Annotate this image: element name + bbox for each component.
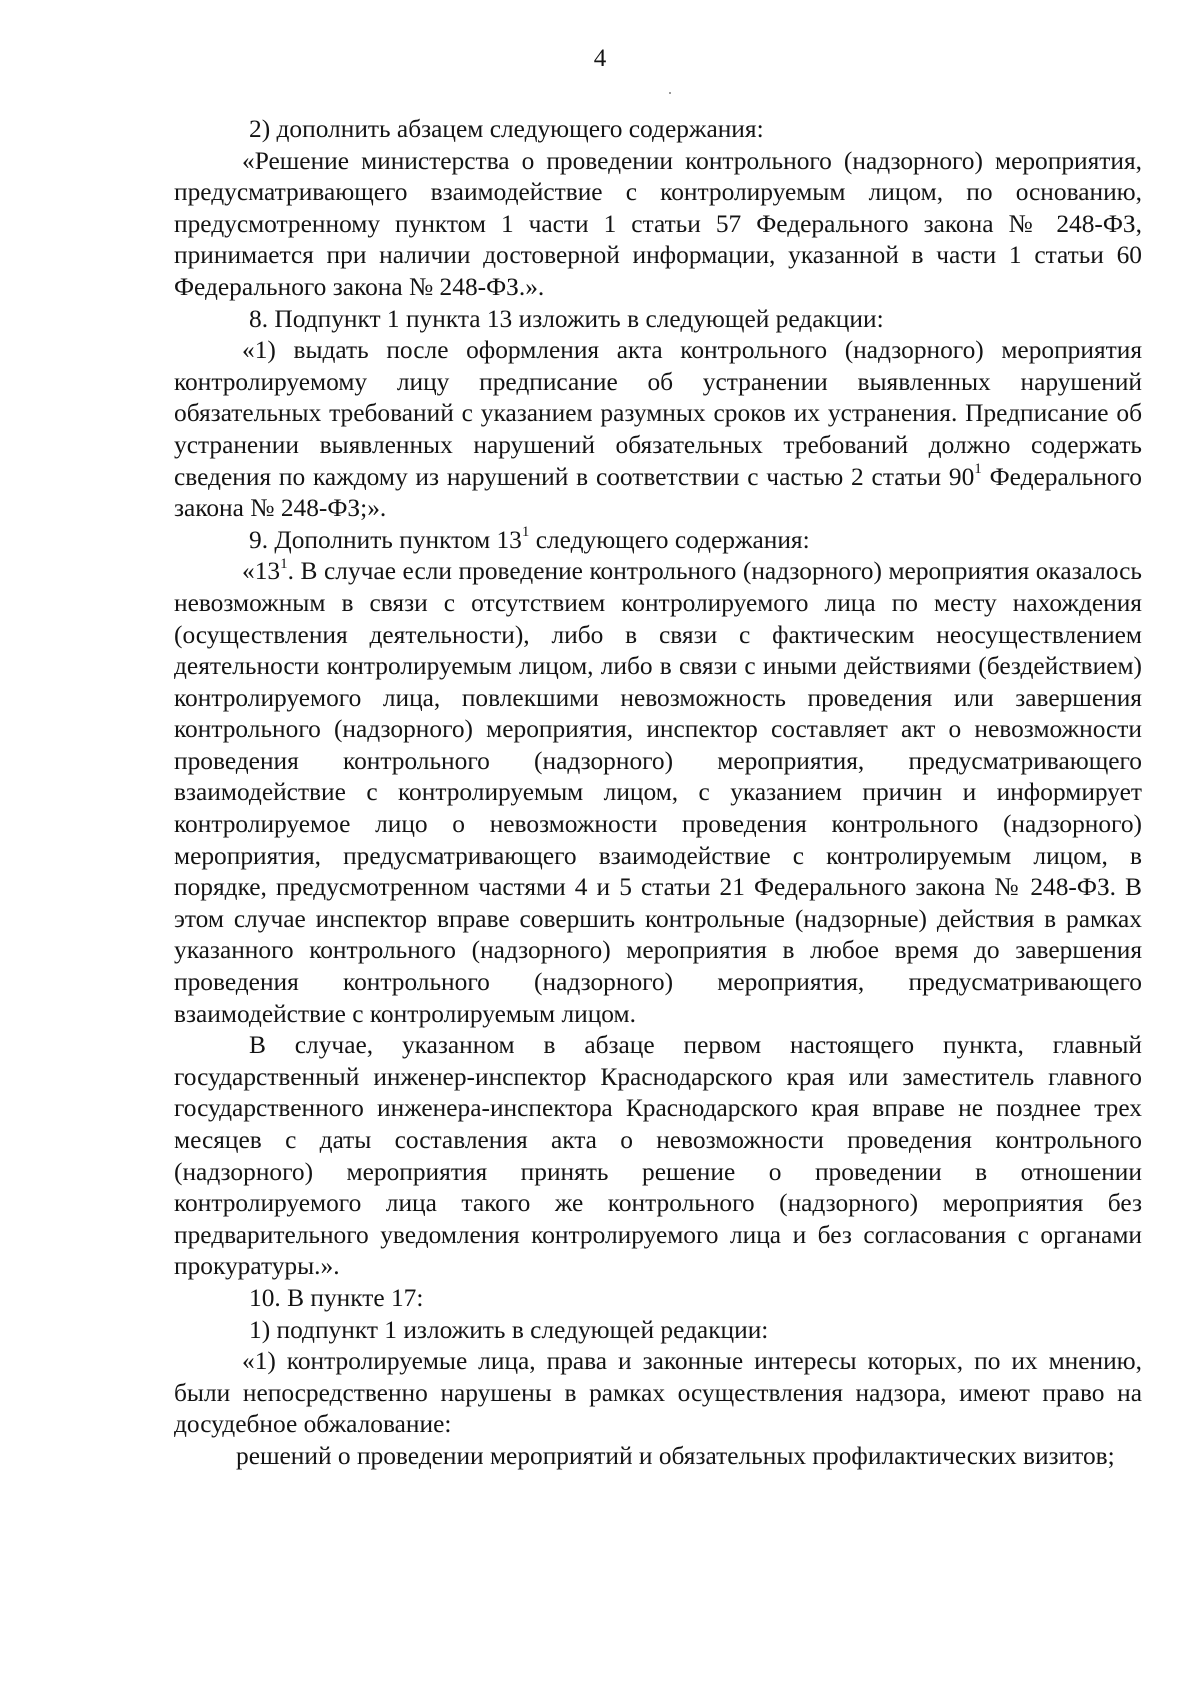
paragraph-item-9-text: 9. Дополнить пунктом 13 <box>249 525 522 554</box>
paragraph-point-13-1-lead: «13 <box>242 557 281 586</box>
paragraph-item-10: 10. В пункте 17: <box>249 1283 424 1312</box>
paragraph-add-abzac: 2) дополнить абзацем следующего содержания: <box>249 115 764 143</box>
paragraph-decisions: решений о проведении мероприятий и обязательных профилактических визитов; <box>236 1441 1115 1470</box>
paragraph-item-9 <box>174 525 1142 557</box>
paragraph-prescription <box>174 335 1142 525</box>
paragraph-item-9-tail: следующего содержания: <box>529 525 810 554</box>
paragraph-prescription-text: «1) выдать после оформления акта контрольного (надзорного) мероприятия контролируемому лицу предписание об устранении выявленных нарушений обязательных требований с указанием разумных сроков их устранения. Предписание об устранении выявленных нарушений обязательных требований должно содержать сведения по каждому из нарушений в соответствии с частью 2 статьи 90 <box>174 336 1142 491</box>
scan-artifact <box>669 92 671 94</box>
paragraph-subitem-1: 1) подпункт 1 изложить в следующей редакции: <box>249 1315 769 1344</box>
page-number: 4 <box>593 45 607 72</box>
paragraph-point-13-1 <box>174 556 1142 1030</box>
superscript: 1 <box>974 461 982 478</box>
document-body <box>174 114 1142 1473</box>
paragraph-ministry-decision: «Решение министерства о проведении контрольного (надзорного) мероприятия, предусматривающего взаимодействие с контролируемым лицом, по основанию, предусмотренному пунктом 1 части 1 статьи 57 Федерального закона № 248-ФЗ, принимается при наличии достоверной информации, указанной в части 1 статьи 60 Федерального закона № 248-ФЗ.». <box>174 146 1142 301</box>
paragraph-appeal-right: «1) контролируемые лица, права и законные интересы которых, по их мнению, были непосредственно нарушены в рамках осуществления надзора, имеют право на досудебное обжалование: <box>174 1347 1142 1439</box>
paragraph-repeat-inspection: В случае, указанном в абзаце первом настоящего пункта, главный государственный инженер-инспектор Краснодарского края или заместитель главного государственного инженера-инспектора Краснодарского края вправе не позднее трех месяцев с даты составления акта о невозможности проведения контрольного (надзорного) мероприятия принять решение о проведении в отношении контролируемого лица такого же контрольного (надзорного) мероприятия без предварительного уведомления контролируемого лица и без согласования с органами прокуратуры.». <box>174 1031 1142 1281</box>
superscript: 1 <box>521 524 530 541</box>
paragraph-point-13-1-text: . В случае если проведение контрольного (надзорного) мероприятия оказалось невозможным в связи с отсутствием контролируемого лица по месту нахождения (осуществления деятельности), либо в связи с фактическим неосуществлением деятельности контролируемым лицом, либо в связи с иными действиями (бездействием) контролируемого лица, повлекшими невозможность проведения или завершения контрольного (надзорного) мероприятия, инспектор составляет акт о невозможности проведения контрольного (надзорного) мероприятия, предусматривающего взаимодействие с контролируемым лицом, с указанием причин и информирует контролируемое лицо о невозможности проведения контрольного (надзорного) мероприятия, предусматривающего взаимодействие с контролируемым лицом, в порядке, предусмотренном частями 4 и 5 статьи 21 Федерального закона № 248-ФЗ. В этом случае инспектор вправе совершить контрольные (надзорные) действия в рамках указанного контрольного (надзорного) мероприятия в любое время до завершения проведения контрольного (надзорного) мероприятия, предусматривающего взаимодействие с контролируемым лицом. <box>174 557 1142 1028</box>
paragraph-prescription-tail: Федерального закона № 248-ФЗ;». <box>174 462 1142 523</box>
superscript: 1 <box>280 555 288 572</box>
paragraph-item-8: 8. Подпункт 1 пункта 13 изложить в следующей редакции: <box>249 304 884 333</box>
